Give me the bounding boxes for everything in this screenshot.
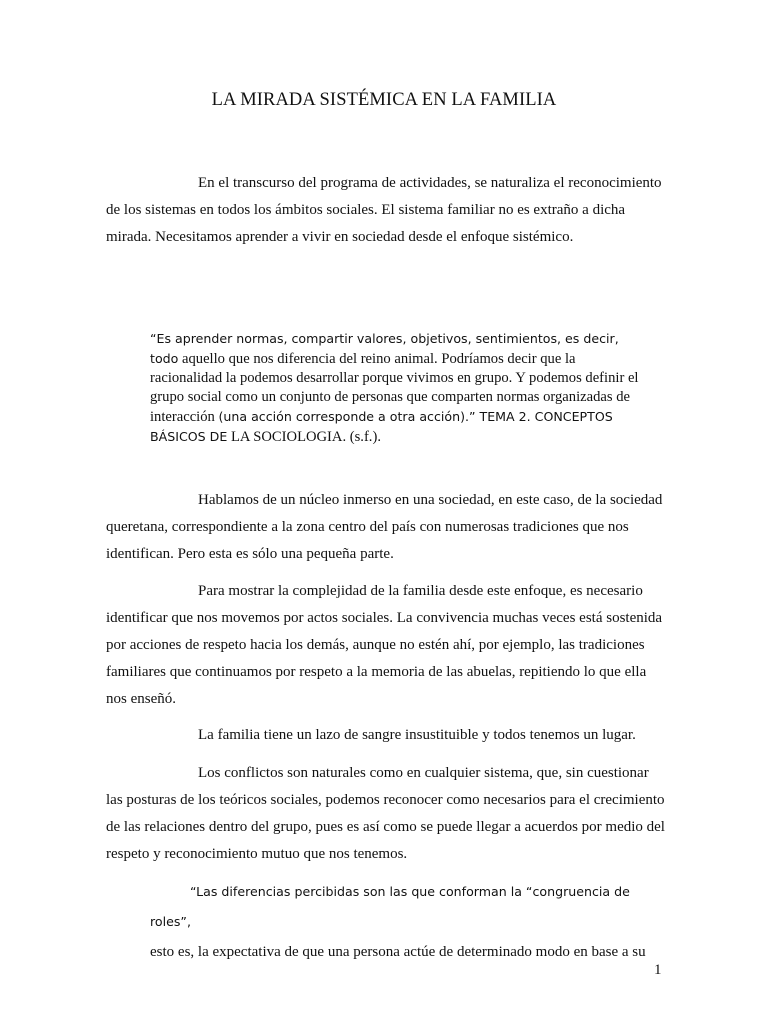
paragraph-5-text: Los conflictos son naturales como en cualquier sistema, que, sin cuestionar las posturas de los teóricos sociales, podemos reconocer como necesarios para el crecimiento de las relaciones dentro del grupo, pues es así como se puede llegar a acuerdos por medio del respeto y reconocimiento mutuo que nos tenemos.	[106, 765, 665, 862]
quote-1-source: LA SOCIOLOGIA. (s.f.).	[230, 429, 381, 445]
paragraph-2	[106, 487, 666, 568]
quote-1-middle: aquello que nos diferencia del reino animal. Podríamos decir que la racionalidad la podemos desarrollar porque vivimos en grupo. Y podemos definir el grupo social como un conjunto de personas que comparten normas organizadas de interacción	[150, 351, 639, 425]
quote-1-open: “Es aprender normas, compartir valores, objetivos, sentimientos, es decir, todo	[150, 331, 619, 366]
quote-2-line-1: “Las diferencias percibidas son las que conforman la “congruencia de roles”,	[150, 884, 630, 929]
paragraph-5	[106, 760, 666, 868]
paragraph-3-text: Para mostrar la complejidad de la familia desde este enfoque, es necesario identificar que nos movemos por actos sociales. La convivencia muchas veces está sostenida por acciones de respeto hacia los demás, aunque no estén ahí, por ejemplo, las tradiciones familiares que continuamos por respeto a la memoria de las abuelas, repitiendo lo que ella nos enseñó.	[106, 583, 663, 707]
quote-2-line-2: esto es, la expectativa de que una persona actúe de determinado modo en base a su	[150, 944, 646, 960]
block-quote-1	[150, 329, 650, 447]
paragraph-4	[106, 722, 666, 749]
paragraph-4-text: La familia tiene un lazo de sangre insustituible y todos tenemos un lugar.	[198, 727, 636, 743]
block-quote-2	[150, 877, 670, 967]
paragraph-1	[106, 170, 666, 251]
quote-1-close: (una acción corresponde a otra acción).” TEMA 2. CONCEPTOS BÁSICOS DE	[150, 409, 613, 444]
paragraph-3	[106, 578, 666, 713]
paragraph-2-text: Hablamos de un núcleo inmerso en una sociedad, en este caso, de la sociedad queretana, correspondiente a la zona centro del país con numerosas tradiciones que nos identifican. Pero esta es sólo una pequeña parte.	[106, 492, 663, 562]
page-number: 1	[654, 962, 662, 978]
document-title: LA MIRADA SISTÉMICA EN LA FAMILIA	[211, 90, 557, 110]
paragraph-1-text: En el transcurso del programa de actividades, se naturaliza el reconocimiento de los sistemas en todos los ámbitos sociales. El sistema familiar no es extraño a dicha mirada. Necesitamos aprender a vivir en sociedad desde el enfoque sistémico.	[106, 175, 662, 245]
